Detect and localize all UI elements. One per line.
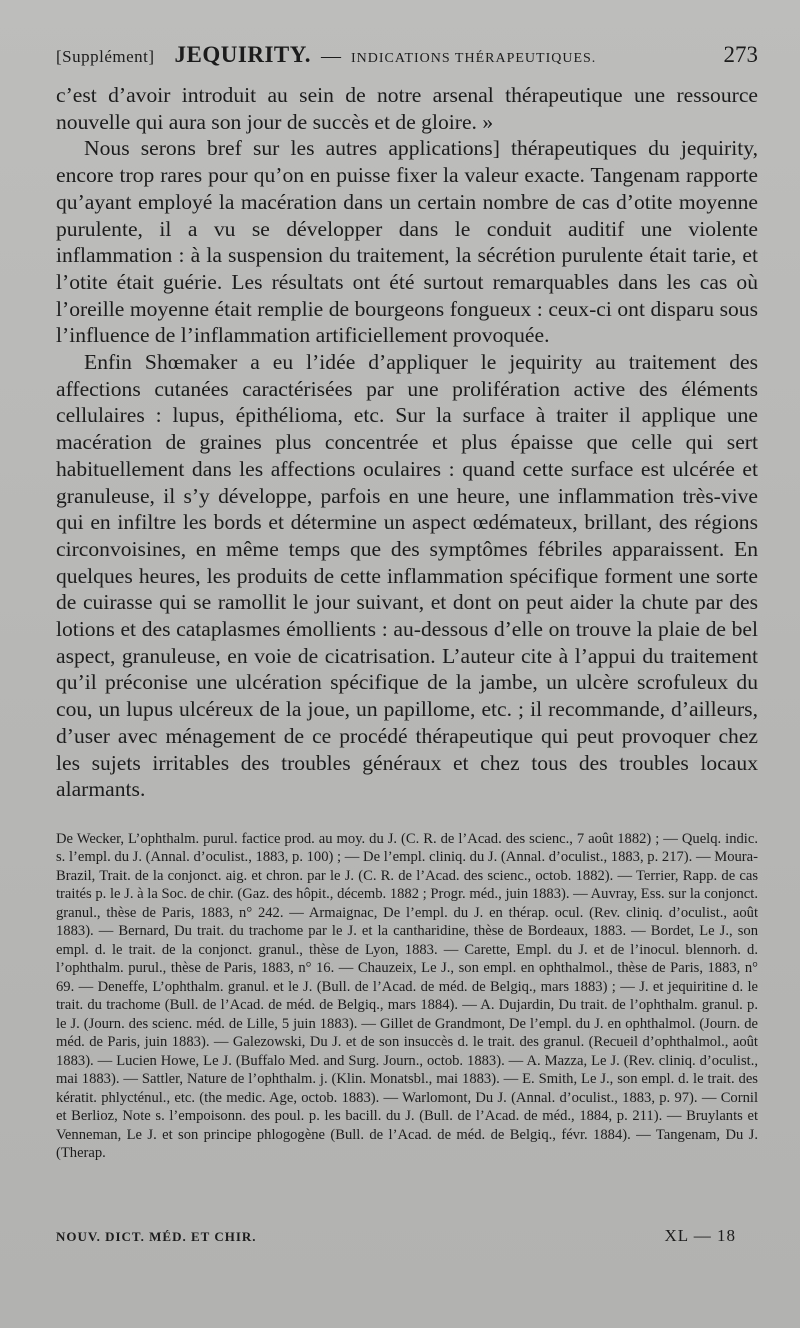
paragraph-other-applications: Nous serons bref sur les autres applications] thérapeutiques du jequirity, encore trop rares pour qu’on en puisse fixer la valeur exacte. Tangenam rapporte qu’ayant employé la macération dans un certain nombre de cas d’otite moyenne purulente, il a vu se développer dans le conduit auditif une violente inflammation : à la suspension du traitement, la sécrétion purulente était tarie, et l’otite était guérie. Les résultats ont été surtout remarquables dans les cas où l’oreille moyenne était remplie de bourgeons fongueux : ceux-ci ont disparu sous l’influence de l’inflammation artificiellement provoquée. [56,136,758,348]
bibliography-text: De Wecker, L’ophthalm. purul. factice prod. au moy. du J. (C. R. de l’Acad. des scienc., 7 août 1882) ; — Quelq. indic. s. l’empl. du J. (Annal. d’oculist., 1883, p. 100) ; — De l’empl. cliniq. du J. (Annal. d’oculist., 1883, p. 217). — Moura-Brazil, Trait. de la conjonct. aig. et chron. par le J. (C. R. de l’Acad. des scienc., octob. 1882). — Terrier, Rapp. de cas traités p. le J. à la Soc. de chir. (Gaz. des hôpit., décemb. 1882 ; Progr. méd., juin 1883). — Auvray, Ess. sur la conjonct. granul., thèse de Paris, 1883, n° 242. — Armaignac, De l’empl. du J. en thérap. ocul. (Rev. cliniq. d’oculist., août 1883). — Bernard, Du trait. du trachome par le J. et la cantharidine, thèse de Bordeaux, 1883. — Bordet, Le J., son empl. d. le trait. de la conjonct. granul., thèse de Lyon, 1883. — Carette, Empl. du J. et de l’inocul. blennorh. d. l’ophthalm. purul., thèse de Paris, 1883, n° 16. — Chauzeix, Le J., son empl. en ophthalmol., thèse de Paris, 1883, n° 69. — Deneffe, L’ophthalm. granul. et le J. (Bull. de l’Acad. de méd. de Belgiq., mars 1883) ; — J. et jequiritine d. le trait. du trachome (Bull. de l’Acad. de méd. de Belgiq., mars 1884). — A. Dujardin, Du trait. de l’ophthalm. granul. p. le J. (Journ. des scienc. méd. de Lille, 5 juin 1883). — Gillet de Grandmont, De l’empl. du J. en ophthalmol. (Journ. de méd. de Paris, juin 1883). — Galezowski, Du J. et de son insuccès d. le trait. des granul. (Recueil d’ophthalmol., août 1883). — Lucien Howe, Le J. (Buffalo Med. and Surg. Journ., octob. 1883). — A. Mazza, Le J. (Rev. cliniq. d’oculist., mai 1883). — Sattler, Nature de l’ophthalm. j. (Klin. Monatsbl., mai 1883). — E. Smith, Le J., son empl. d. le trait. des kératit. phlycténul., etc. (the medic. Age, octob. 1883). — Warlomont, Du J. (Annal. d’oculist., 1883, p. 97). — Cornil et Berlioz, Note s. l’empoisonn. des poul. p. les bacill. du J. (Bull. de l’Acad. de méd., 1884, p. 211). — Bruylants et Venneman, Le J. et son principe phlogogène (Bull. de l’Acad. de méd. de Belgiq., févr. 1884). — Tangenam, Du J. (Therap. [56,830,758,1162]
header-dash: — [321,45,341,67]
page-number: 273 [723,42,758,67]
header-subtitle: INDICATIONS THÉRAPEUTIQUES. [351,51,597,66]
header-title: JEQUIRITY. [174,42,311,67]
footer-publication: NOUV. DICT. MÉD. ET CHIR. [56,1229,257,1244]
bibliography [56,830,758,1163]
footer-signature: XL — 18 [664,1226,736,1245]
page-footer [56,1226,736,1246]
main-text [56,82,758,803]
paragraph-continuation: c’est d’avoir introduit au sein de notre arsenal thérapeutique une ressource nouvelle qui aura son jour de succès et de gloire. » [56,83,758,134]
running-header [56,42,758,82]
header-section: [Supplément] [56,47,155,66]
paragraph-shoemaker: Enfin Shœmaker a eu l’idée d’appliquer le jequirity au traitement des affections cutanées caractérisées par une prolifération active des éléments cellulaires : lupus, épithélioma, etc. Sur la surface à traiter il applique une macération de graines plus concentrée et plus épaisse que celle qui sert habituellement dans les affections oculaires : quand cette surface est ulcérée et granuleuse, il s’y développe, parfois en une heure, une inflammation très-vive qui en infiltre les bords et détermine un aspect œdémateux, brillant, des régions circonvoisines, en même temps que des symptômes fébriles apparaissent. En quelques heures, les produits de cette inflammation spécifique forment une sorte de cuirasse qui se ramollit le jour suivant, et dont on peut aider la chute par des lotions et des cataplasmes émollients : au-dessous d’elle on trouve la plaie de bel aspect, granuleuse, en voie de cicatrisation. L’auteur cite à l’appui du traitement qu’il préconise une ulcération spécifique de la jambe, un ulcère scrofuleux du cou, un lupus ulcéreux de la joue, un papillome, etc. ; il recommande, d’ailleurs, d’user avec ménagement de ce procédé thérapeutique qui peut provoquer chez les sujets irritables des troubles généraux et chez tous des troubles locaux alarmants. [56,350,758,802]
